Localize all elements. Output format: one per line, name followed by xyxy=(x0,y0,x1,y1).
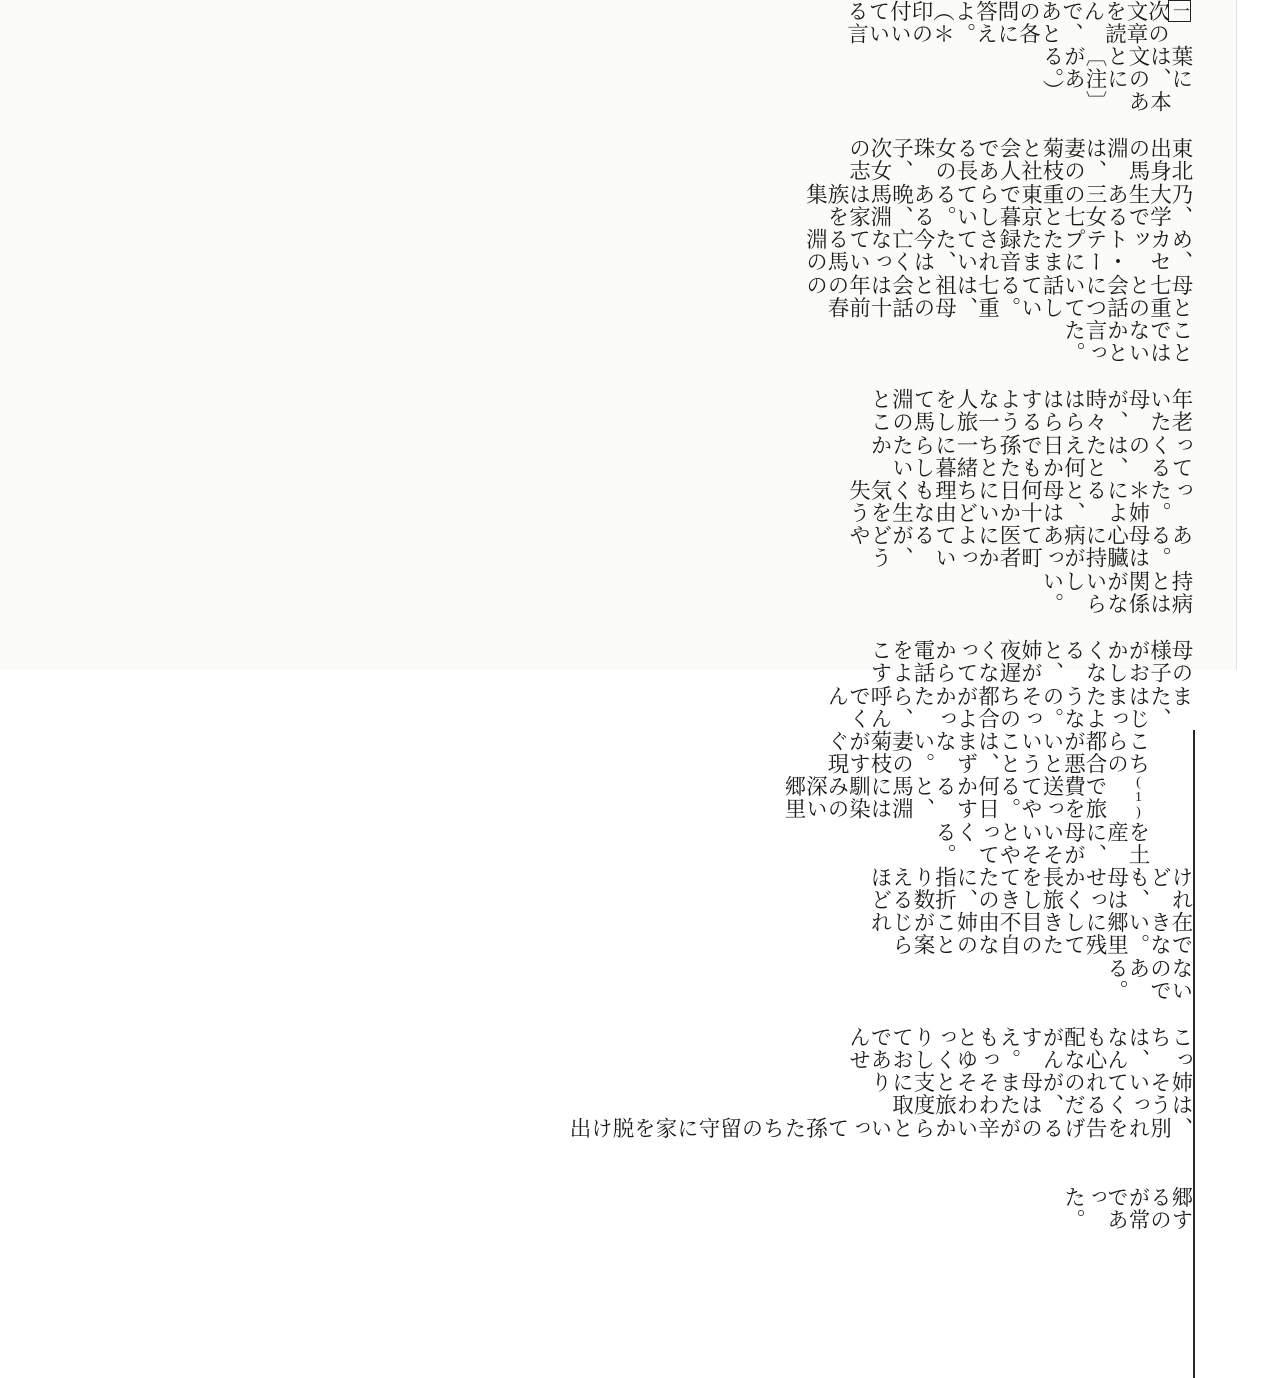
text-column xyxy=(868,911,1234,957)
column-text: 葉には、本文のあとに〔注〕がある。） xyxy=(1040,45,1193,114)
text-column xyxy=(803,273,1234,319)
text-column xyxy=(868,865,1234,912)
page-right-margin xyxy=(1237,0,1280,670)
column-text: 在できない。郷里に残してきた目の不自由な姉のことが案じられ xyxy=(868,911,1193,957)
column-text: こちらの都合が悪いということは、まずない。妻の菊枝がすぐ現 xyxy=(825,729,1150,776)
question-marker-1: (1) xyxy=(1131,775,1146,821)
text-column xyxy=(844,0,1234,46)
column-text: ことではないかと言った。 xyxy=(1061,318,1193,365)
text-column xyxy=(803,228,1234,274)
text-column xyxy=(846,1002,1234,1072)
vertical-text-body xyxy=(567,0,1234,1231)
column-text: ある。母は心臓に持病があって町医者にかよっているが、どうや xyxy=(846,524,1193,570)
column-text: ってくるのは、たとえ何日かでも孫たちと一緒に暮らしたいか xyxy=(868,433,1193,480)
column-text: 持病とは関係がないらしい。 xyxy=(1040,569,1193,616)
column-text: め、カセット・テープにたまたま録音されていた、今は亡くなっている馬淵の xyxy=(803,228,1193,274)
column-text: 母の様子がおかしくなると、姉が夜遅くなってから電話をよこす xyxy=(868,639,1193,685)
text-column xyxy=(1104,956,1234,1003)
text-column xyxy=(932,820,1234,866)
text-column xyxy=(868,364,1234,434)
text-column xyxy=(868,615,1234,685)
column-text: った。＊姉によると、母は何十日かにいちど理由もなく生気を失う xyxy=(846,479,1193,525)
text-column xyxy=(846,479,1234,525)
column-text: 、別れを告げるのが辛いからといって孫たちの留守に家を脱け出 xyxy=(567,1116,1193,1140)
column-text: 母と七重との会話について話している。七重は、祖母との会話は十年前の春の xyxy=(803,273,1193,319)
text-column xyxy=(1040,45,1234,114)
text-column xyxy=(868,433,1234,480)
column-text: ないのである。 xyxy=(1104,956,1193,1003)
column-text: 次の文章を読んで、あとの各問に答えよ。（＊印の付いている言 xyxy=(844,0,1170,46)
text-column xyxy=(846,113,1234,183)
column-text: で旅費を送ってやる。何日かすると、馬淵には馴染みの深い郷里 xyxy=(782,775,1107,821)
text-column xyxy=(782,775,1234,821)
text-column xyxy=(803,182,1234,229)
column-text: 年老いた母が、時々はらはらするような一人旅をして馬淵のとこ xyxy=(868,388,1193,434)
column-text: 郷するのが常であった。 xyxy=(1061,1185,1193,1231)
text-column xyxy=(825,729,1234,776)
question-number: 一 xyxy=(1170,2,1189,21)
column-text: 東北出身の馬淵は、妻の菊枝と社会人である長女の珠子、次女の志 xyxy=(846,137,1193,183)
text-column xyxy=(1061,1140,1234,1231)
column-text: また、はじまったようなの。そっちの都合がよかったら、呼んでくん xyxy=(825,684,1193,730)
text-column xyxy=(846,524,1234,570)
column-text: 乃、大学生である三女の七重と東京で暮らしている。ある晩、馬淵は家族を集 xyxy=(803,182,1193,229)
column-text: こっちは、なんも心配ながんすえ。もっとゆっくりしておであんせ xyxy=(846,1026,1193,1072)
text-column xyxy=(868,1071,1234,1117)
text-column xyxy=(567,1116,1234,1140)
column-text: けれども、母はせっかく長旅をしてきたのに、指折り数えるほど xyxy=(868,865,1193,912)
text-column xyxy=(825,684,1234,730)
column-text: を土産に、母がいそいそとやってくる。 xyxy=(932,820,1150,866)
text-column xyxy=(1040,569,1234,616)
column-text: 姉はそういってくれるのだが、母はまたそわそわと旅支度に取り xyxy=(868,1071,1193,1117)
text-column xyxy=(1061,318,1234,365)
